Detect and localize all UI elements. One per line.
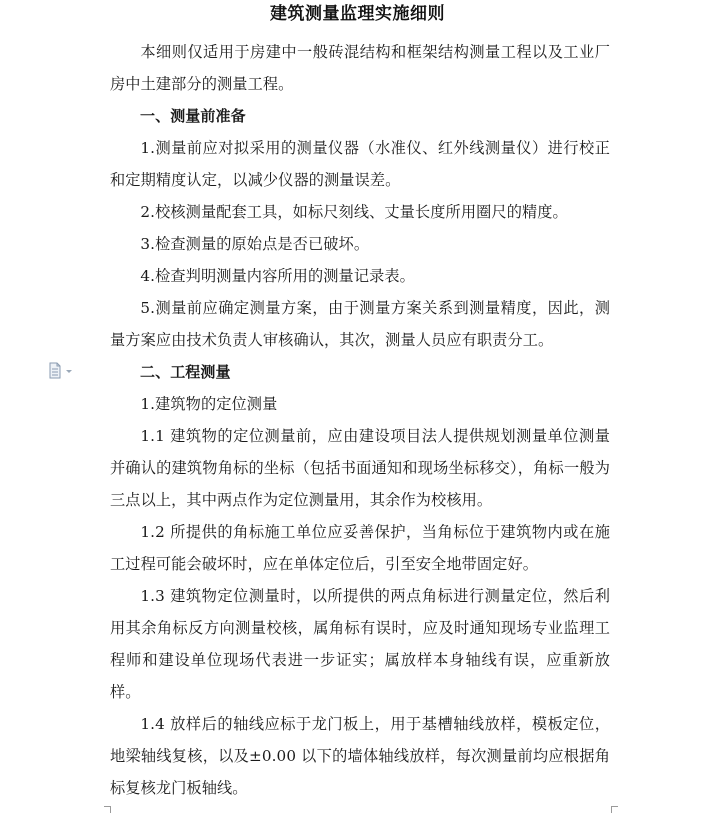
body-paragraph: 3.检查测量的原始点是否已破坏。	[140, 235, 370, 253]
section-heading: 二、工程测量	[140, 363, 231, 381]
body-paragraph: 5.测量前应确定测量方案，由于测量方案关系到测量精度，因此，测量方案应由技术负责人审核确认，其次，测量人员应有职责分工。	[110, 299, 610, 349]
paragraph-options-button[interactable]	[47, 362, 77, 380]
caret-down-icon	[66, 370, 72, 373]
body-paragraph: 本细则仅适用于房建中一般砖混结构和框架结构测量工程以及工业厂房中土建部分的测量工程。	[110, 43, 610, 93]
body-paragraph: 1.测量前应对拟采用的测量仪器（水准仪、红外线测量仪）进行校正和定期精度认定，以减少仪器的测量误差。	[110, 139, 610, 189]
section-heading: 一、测量前准备	[140, 107, 246, 125]
document-body	[110, 36, 610, 804]
body-paragraph: 1.1 建筑物的定位测量前，应由建设项目法人提供规划测量单位测量并确认的建筑物角标的坐标（包括书面通知和现场坐标移交），角标一般为三点以上，其中两点作为定位测量用，其余作为校核用。	[110, 427, 610, 509]
body-paragraph: 1.3 建筑物定位测量时，以所提供的两点角标进行测量定位，然后利用其余角标反方向测量校核，属角标有误时，应及时通知现场专业监理工程师和建设单位现场代表进一步证实；属放样本身轴线有误，应重新放样。	[110, 587, 610, 701]
page-corner-mark-right	[611, 806, 618, 813]
document-icon	[47, 362, 77, 380]
body-paragraph: 4.检查判明测量内容所用的测量记录表。	[140, 267, 415, 285]
body-paragraph: 1.建筑物的定位测量	[140, 395, 278, 413]
document-title: 建筑测量监理实施细则	[270, 4, 445, 24]
body-paragraph: 2.校核测量配套工具，如标尺刻线、丈量长度所用圈尺的精度。	[140, 203, 568, 221]
body-paragraph: 1.4 放样后的轴线应标于龙门板上，用于基槽轴线放样，模板定位，地梁轴线复核，以及±0.00 以下的墙体轴线放样，每次测量前均应根据角标复核龙门板轴线。	[110, 715, 610, 797]
page-corner-mark-left	[104, 806, 111, 813]
body-paragraph: 1.2 所提供的角标施工单位应妥善保护，当角标位于建筑物内或在施工过程可能会破坏时，应在单体定位后，引至安全地带固定好。	[110, 523, 610, 573]
